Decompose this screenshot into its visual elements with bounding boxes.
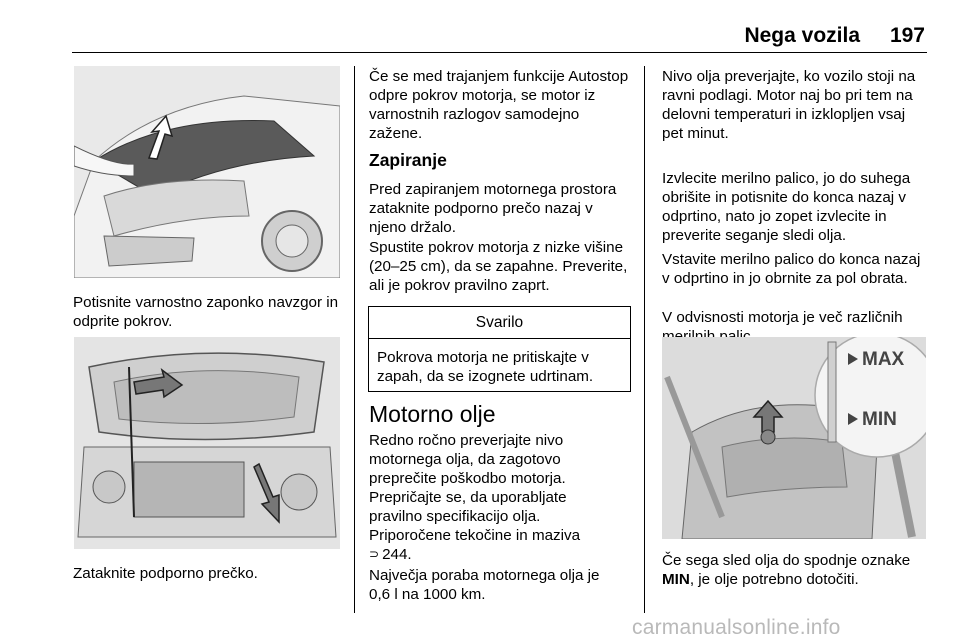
paragraph-closing-2: Spustite pokrov motorja z nizke višine (20–25 cm), da se zapahne. Preverite, ali je pokrov pravilno zaprt. xyxy=(369,239,628,294)
oil-check-text: Redno ročno preverjajte nivo motornega olja, da zagotovo preprečite poškodbo motorja. Prepričajte se, da uporabljate pravilno specifikacijo olja. Priporočene tekočine in maziva xyxy=(369,432,581,544)
header-rule xyxy=(72,52,927,53)
paragraph-dipstick-pull: Izvlecite merilno palico, jo do suhega obrišite in potisnite do konca nazaj v odprtino, nato jo zopet izvlecite in preverite seganje sledi olja. xyxy=(662,170,911,244)
engine-bay-icon xyxy=(74,337,340,549)
warning-title: Svarilo xyxy=(369,307,630,339)
oil-min-text-end: , je olje potrebno dotočiti. xyxy=(689,571,859,588)
paragraph-dipstick-insert: Vstavite merilno palico do konca nazaj v odprtino in jo obrnite za pol obrata. xyxy=(662,251,921,287)
paragraph-oil-check xyxy=(369,431,597,564)
paragraph-autostop: Če se med trajanjem funkcije Autostop odpre pokrov motorja, se motor iz varnostnih razlogov samodejno zažene. xyxy=(369,68,629,142)
paragraph-dipstick-variants: V odvisnosti motorja je več različnih xyxy=(662,309,903,326)
warning-box xyxy=(368,306,631,392)
column-divider-2 xyxy=(644,66,645,613)
paragraph-oil-level-conditions: Nivo olja preverjajte, ko vozilo stoji na ravni podlagi. Motor naj bo pri tem na delovni temperaturi in izklopljen vsaj pet minut. xyxy=(662,68,916,142)
oil-min-text-start: Če sega sled olja do spodnje oznake xyxy=(662,552,911,569)
hood-release-illustration xyxy=(74,66,340,278)
dipstick-min-label: MIN xyxy=(862,409,897,430)
page-reference-icon: ⊃ xyxy=(369,547,380,561)
page-reference-link[interactable]: 244. xyxy=(382,546,412,563)
chapter-title: Nega vozila xyxy=(744,24,860,47)
paragraph-closing-1: Pred zapiranjem motornega prostora zataknite podporno prečo nazaj v njeno držalo. xyxy=(369,181,617,236)
warning-body: Pokrova motorja ne pritiskajte v zapah, da se izognete udrtinam. xyxy=(377,349,594,385)
page-number: 197 xyxy=(889,24,925,47)
caption-hood-release: Potisnite varnostno zaponko navzgor in odprite pokrov. xyxy=(73,294,339,330)
watermark: carmanualsonline.info xyxy=(632,616,841,639)
heading-engine-oil: Motorno olje xyxy=(369,401,496,427)
dipstick-illustration xyxy=(662,337,926,539)
paragraph-oil-min xyxy=(662,551,930,589)
heading-closing: Zapiranje xyxy=(369,150,447,170)
caption-prop-rod: Zataknite podporno prečko. xyxy=(73,565,258,582)
column-divider-1 xyxy=(354,66,355,613)
car-front-icon xyxy=(74,66,340,278)
dipstick-max-label: MAX xyxy=(862,349,905,370)
paragraph-oil-consumption: Največja poraba motornega olja je 0,6 l na 1000 km. xyxy=(369,567,600,603)
hood-prop-rod-illustration xyxy=(74,337,340,549)
oil-min-mark: MIN xyxy=(662,571,690,588)
